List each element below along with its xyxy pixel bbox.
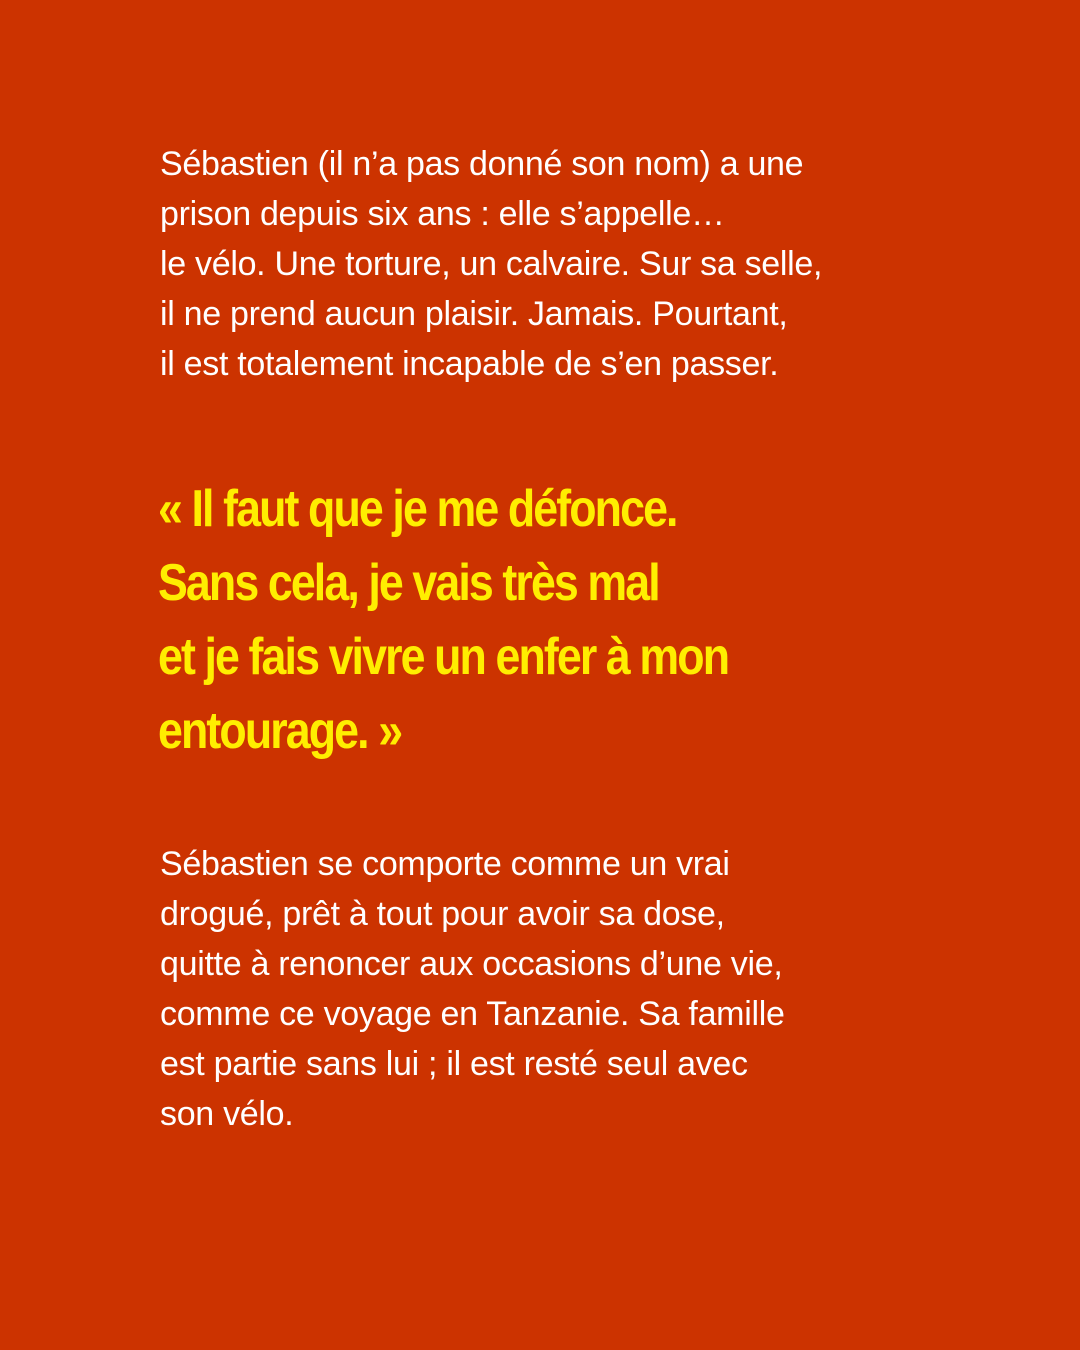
intro-line-3: le vélo. Une torture, un calvaire. Sur sa selle,	[160, 245, 823, 283]
intro-line-5: il est totalement incapable de s’en passer.	[160, 345, 779, 383]
closing-line-3: quitte à renoncer aux occasions d’une vie,	[160, 945, 783, 983]
intro-line-4: il ne prend aucun plaisir. Jamais. Pourtant,	[160, 295, 788, 333]
closing-line-1: Sébastien se comporte comme un vrai	[160, 845, 730, 883]
intro-line-2: prison depuis six ans : elle s’appelle…	[160, 195, 725, 233]
quote-line-3: et je fais vivre un enfer à mon	[158, 628, 729, 686]
pull-quote	[158, 472, 898, 768]
quote-line-2: Sans cela, je vais très mal	[158, 554, 659, 612]
closing-paragraph	[160, 839, 980, 1139]
intro-paragraph	[160, 139, 980, 389]
closing-line-4: comme ce voyage en Tanzanie. Sa famille	[160, 995, 785, 1033]
closing-line-6: son vélo.	[160, 1095, 294, 1133]
closing-line-5: est partie sans lui ; il est resté seul avec	[160, 1045, 748, 1083]
quote-line-1: « Il faut que je me défonce.	[158, 480, 677, 538]
quote-line-4: entourage. »	[158, 702, 402, 760]
closing-line-2: drogué, prêt à tout pour avoir sa dose,	[160, 895, 725, 933]
intro-line-1: Sébastien (il n’a pas donné son nom) a une	[160, 145, 804, 183]
